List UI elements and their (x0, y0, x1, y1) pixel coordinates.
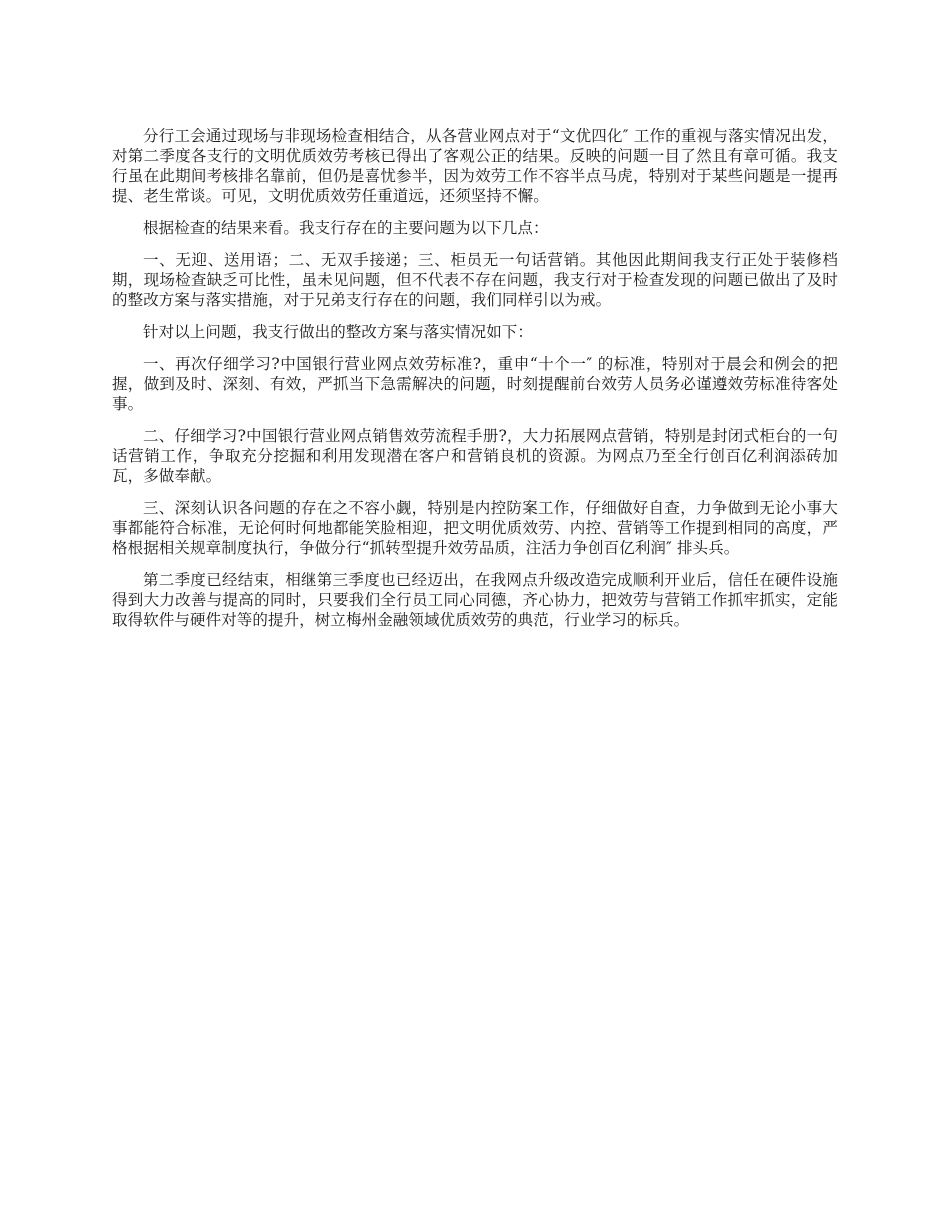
document-body (112, 126, 838, 642)
paragraph-3: 一、无迎、送用语；二、无双手接递；三、柜员无一句话营销。其他因此期间我支行正处于装修档期，现场检查缺乏可比性，虽未见问题，但不代表不存在问题，我支行对于检查发现的问题已做出了及时的整改方案与落实措施，对于兄弟支行存在的问题，我们同样引以为戒。 (112, 251, 838, 309)
paragraph-7: 三、深刻认识各问题的存在之不容小觑，特别是内控防案工作，仔细做好自查，力争做到无论小事大事都能符合标准，无论何时何地都能笑脸相迎，把文明优质效劳、内控、营销等工作提到相同的高度，严格根据相关规章制度执行，争做分行“抓转型提升效劳品质，注活力争创百亿利润″ 排头兵。 (112, 499, 838, 557)
paragraph-5: 一、再次仔细学习?中国银行营业网点效劳标准?，重申“十个一″ 的标准，特别对于晨会和例会的把握，做到及时、深刻、有效，严抓当下急需解决的问题，时刻提醒前台效劳人员务必谨遵效劳标准待客处事。 (112, 355, 838, 413)
paragraph-8: 第二季度已经结束，相继第三季度也已经迈出，在我网点升级改造完成顺利开业后，信任在硬件设施得到大力改善与提高的同时，只要我们全行员工同心同德，齐心协力，把效劳与营销工作抓牢抓实，定能取得软件与硬件对等的提升，树立梅州金融领域优质效劳的典范，行业学习的标兵。 (112, 571, 838, 629)
paragraph-4: 针对以上问题，我支行做出的整改方案与落实情况如下： (143, 323, 534, 341)
paragraph-1: 分行工会通过现场与非现场检查相结合，从各营业网点对于“文优四化″ 工作的重视与落实情况出发，对第二季度各支行的文明优质效劳考核已得出了客观公正的结果。反映的问题一目了然且有章可循。我支行虽在此期间考核排名靠前，但仍是喜忧参半，因为效劳工作不容半点马虎，特别对于某些问题是一提再提、老生常谈。可见，文明优质效劳任重道远，还须坚持不懈。 (112, 127, 838, 205)
paragraph-6: 二、仔细学习?中国银行营业网点销售效劳流程手册?，大力拓展网点营销，特别是封闭式柜台的一句话营销工作，争取充分挖掘和利用发现潜在客户和营销良机的资源。为网点乃至全行创百亿利润添砖加瓦，多做奉献。 (112, 427, 838, 485)
paragraph-2: 根据检查的结果来看。我支行存在的主要问题为以下几点： (143, 219, 549, 237)
